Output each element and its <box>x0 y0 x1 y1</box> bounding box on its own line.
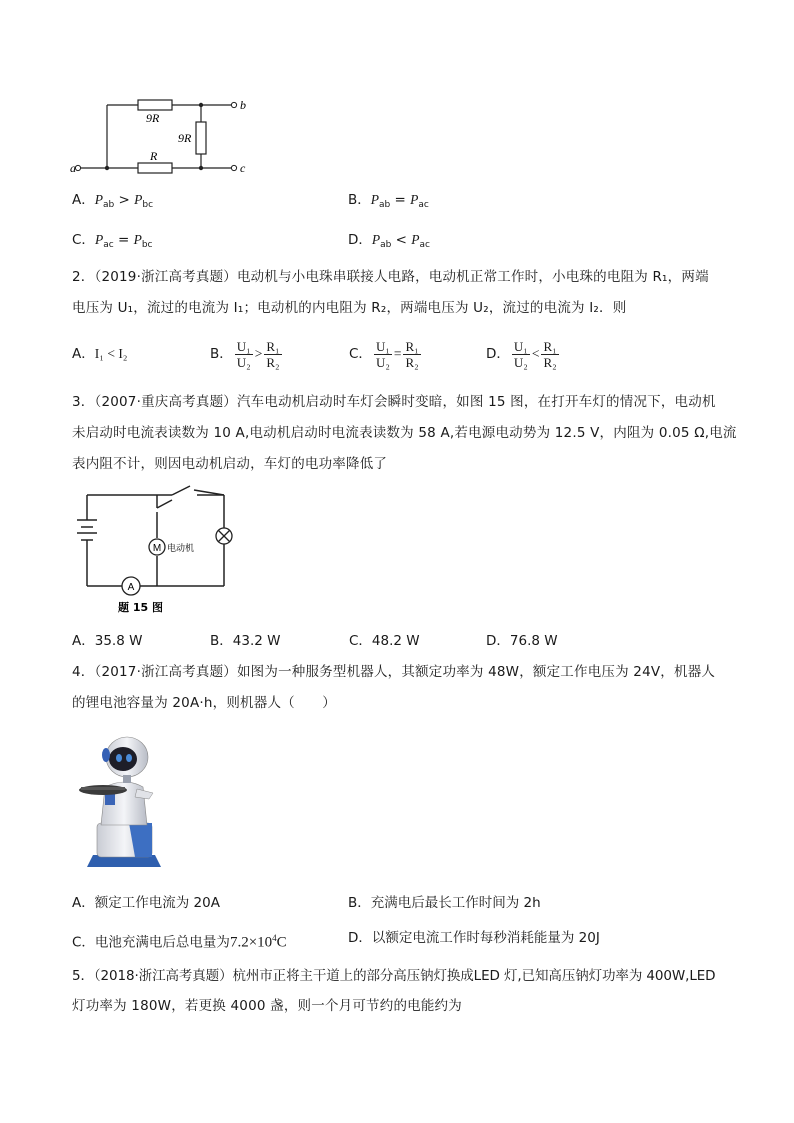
formula-subscript: ac <box>419 240 431 250</box>
formula-exponent: 4 <box>272 933 277 943</box>
numerator: U₁ <box>375 338 390 354</box>
formula-symbol: P <box>94 232 104 247</box>
option-label: B． <box>210 346 233 362</box>
option-label: B． <box>348 192 371 208</box>
formula-operator: = <box>393 346 402 361</box>
q1-option-b[interactable] <box>348 190 429 215</box>
formula-subscript: bc <box>142 200 154 210</box>
numerator: U₁ <box>513 338 528 354</box>
numerator: U₁ <box>236 338 251 354</box>
option-label: C． <box>72 232 95 248</box>
resistor-label-bottom: R <box>150 149 158 163</box>
q4-stem-line2: 的锂电池容量为 20A·h，则机器人（ ） <box>72 695 336 711</box>
formula-symbol: P <box>410 192 419 207</box>
q4-option-a[interactable]: A．额定工作电流为 20A <box>72 895 220 911</box>
q3-option-c[interactable]: C．48.2 W <box>349 633 420 649</box>
q2-option-d[interactable] <box>486 331 561 377</box>
formula-symbol: P <box>94 192 103 207</box>
fraction-r <box>403 339 420 370</box>
q3-stem-line2: 未启动时电流表读数为 10 A,电动机启动时电流表读数为 58 A,若电源电动势为 12.5 V，内阻为 0.05 Ω,电流 <box>72 425 737 441</box>
option-text: C．电池充满电后总电量为 <box>72 934 230 951</box>
fraction-u <box>235 339 253 370</box>
formula-operator: = <box>113 232 134 248</box>
q5-stem-line1: 5．（2018·浙江高考真题）杭州市正将主干道上的部分高压钠灯换成LED 灯,已知高压钠灯功率为 400W,LED <box>72 968 716 984</box>
q1-option-d[interactable] <box>348 230 430 255</box>
q1-circuit-diagram <box>70 95 250 180</box>
q4-option-b[interactable]: B．充满电后最长工作时间为 2h <box>348 895 541 911</box>
formula-subscript: ab <box>379 200 391 210</box>
numerator: R₁ <box>266 338 280 354</box>
ammeter-symbol: A <box>127 582 135 593</box>
formula-subscript: ab <box>103 200 115 210</box>
formula-symbol: P <box>134 192 143 207</box>
fraction-r <box>541 339 558 370</box>
q4-option-d[interactable]: D．以额定电流工作时每秒消耗能量为 20J <box>348 930 600 946</box>
denominator: U₂ <box>513 354 528 370</box>
denominator: U₂ <box>375 354 390 370</box>
terminal-b-label: b <box>240 98 246 112</box>
q3-option-b[interactable]: B．43.2 W <box>210 633 281 649</box>
resistor-label-top: 9R <box>146 111 160 125</box>
terminal-a-label: a <box>70 161 76 175</box>
q3-stem-line3: 表内阻不计，则因电动机启动，车灯的电功率降低了 <box>72 456 388 472</box>
formula-symbol: P <box>370 192 380 207</box>
resistor-label-right: 9R <box>178 131 192 145</box>
option-label: D． <box>486 346 510 362</box>
formula-operator: = <box>390 192 411 208</box>
denominator: R₂ <box>543 354 557 370</box>
q1-option-c[interactable] <box>72 230 152 255</box>
denominator: R₂ <box>405 354 419 370</box>
formula-subscript: ac <box>103 240 114 250</box>
q3-option-d[interactable]: D．76.8 W <box>486 633 558 649</box>
q2-option-a[interactable] <box>72 344 128 364</box>
formula-subscript: ac <box>418 200 429 210</box>
q1-option-a[interactable] <box>72 190 153 215</box>
formula-operator: > <box>114 192 135 208</box>
option-label: D． <box>348 232 372 248</box>
q3-circuit-diagram <box>72 480 247 618</box>
fraction-r <box>264 339 281 370</box>
q2-stem-line2: 电压为 U₁，流过的电流为 I₁；电动机的内电阻为 R₂，两端电压为 U₂，流过的电流为 I₂．则 <box>72 300 627 316</box>
fraction-u <box>374 339 392 370</box>
q3-option-a[interactable]: A．35.8 W <box>72 633 143 649</box>
formula-operator: < <box>391 232 412 248</box>
option-label: C． <box>349 346 372 362</box>
q3-stem-line1: 3．（2007·重庆高考真题）汽车电动机启动时车灯会瞬时变暗，如图 15 图，在打开车灯的情况下，电动机 <box>72 394 716 410</box>
formula-symbol: P <box>133 232 142 247</box>
numerator: R₁ <box>543 338 557 354</box>
formula-unit: C <box>276 934 287 951</box>
q4-option-c[interactable] <box>72 928 287 953</box>
fraction-u <box>512 339 530 370</box>
formula-subscript: bc <box>141 240 153 250</box>
formula: I₁ < I₂ <box>94 346 128 361</box>
motor-label: 电动机 <box>167 544 195 554</box>
option-label: A． <box>72 192 95 208</box>
formula-symbol: P <box>411 232 420 247</box>
formula-symbol: P <box>371 232 381 247</box>
terminal-c-label: c <box>240 161 246 175</box>
numerator: R₁ <box>405 338 419 354</box>
formula-value: 7.2×10 <box>229 934 273 951</box>
formula-operator: > <box>254 346 263 361</box>
q2-option-c[interactable] <box>349 331 423 377</box>
denominator: U₂ <box>236 354 251 370</box>
q2-stem-line1: 2．（2019·浙江高考真题）电动机与小电珠串联接人电路，电动机正常工作时，小电珠的电阻为 R₁，两端 <box>72 269 709 285</box>
option-label: A． <box>72 346 95 362</box>
denominator: R₂ <box>266 354 280 370</box>
q2-option-b[interactable] <box>210 331 284 377</box>
formula-subscript: ab <box>380 240 392 250</box>
q5-stem-line2: 灯功率为 180W，若更换 4000 盏，则一个月可节约的电能约为 <box>72 998 462 1014</box>
motor-symbol: M <box>152 543 162 554</box>
figure-caption: 题 15 图 <box>118 601 163 614</box>
q4-stem-line1: 4．（2017·浙江高考真题）如图为一种服务型机器人，其额定功率为 48W，额定工作电压为 24V，机器人 <box>72 664 716 680</box>
robot-image <box>75 727 170 877</box>
formula-operator: < <box>531 346 540 361</box>
